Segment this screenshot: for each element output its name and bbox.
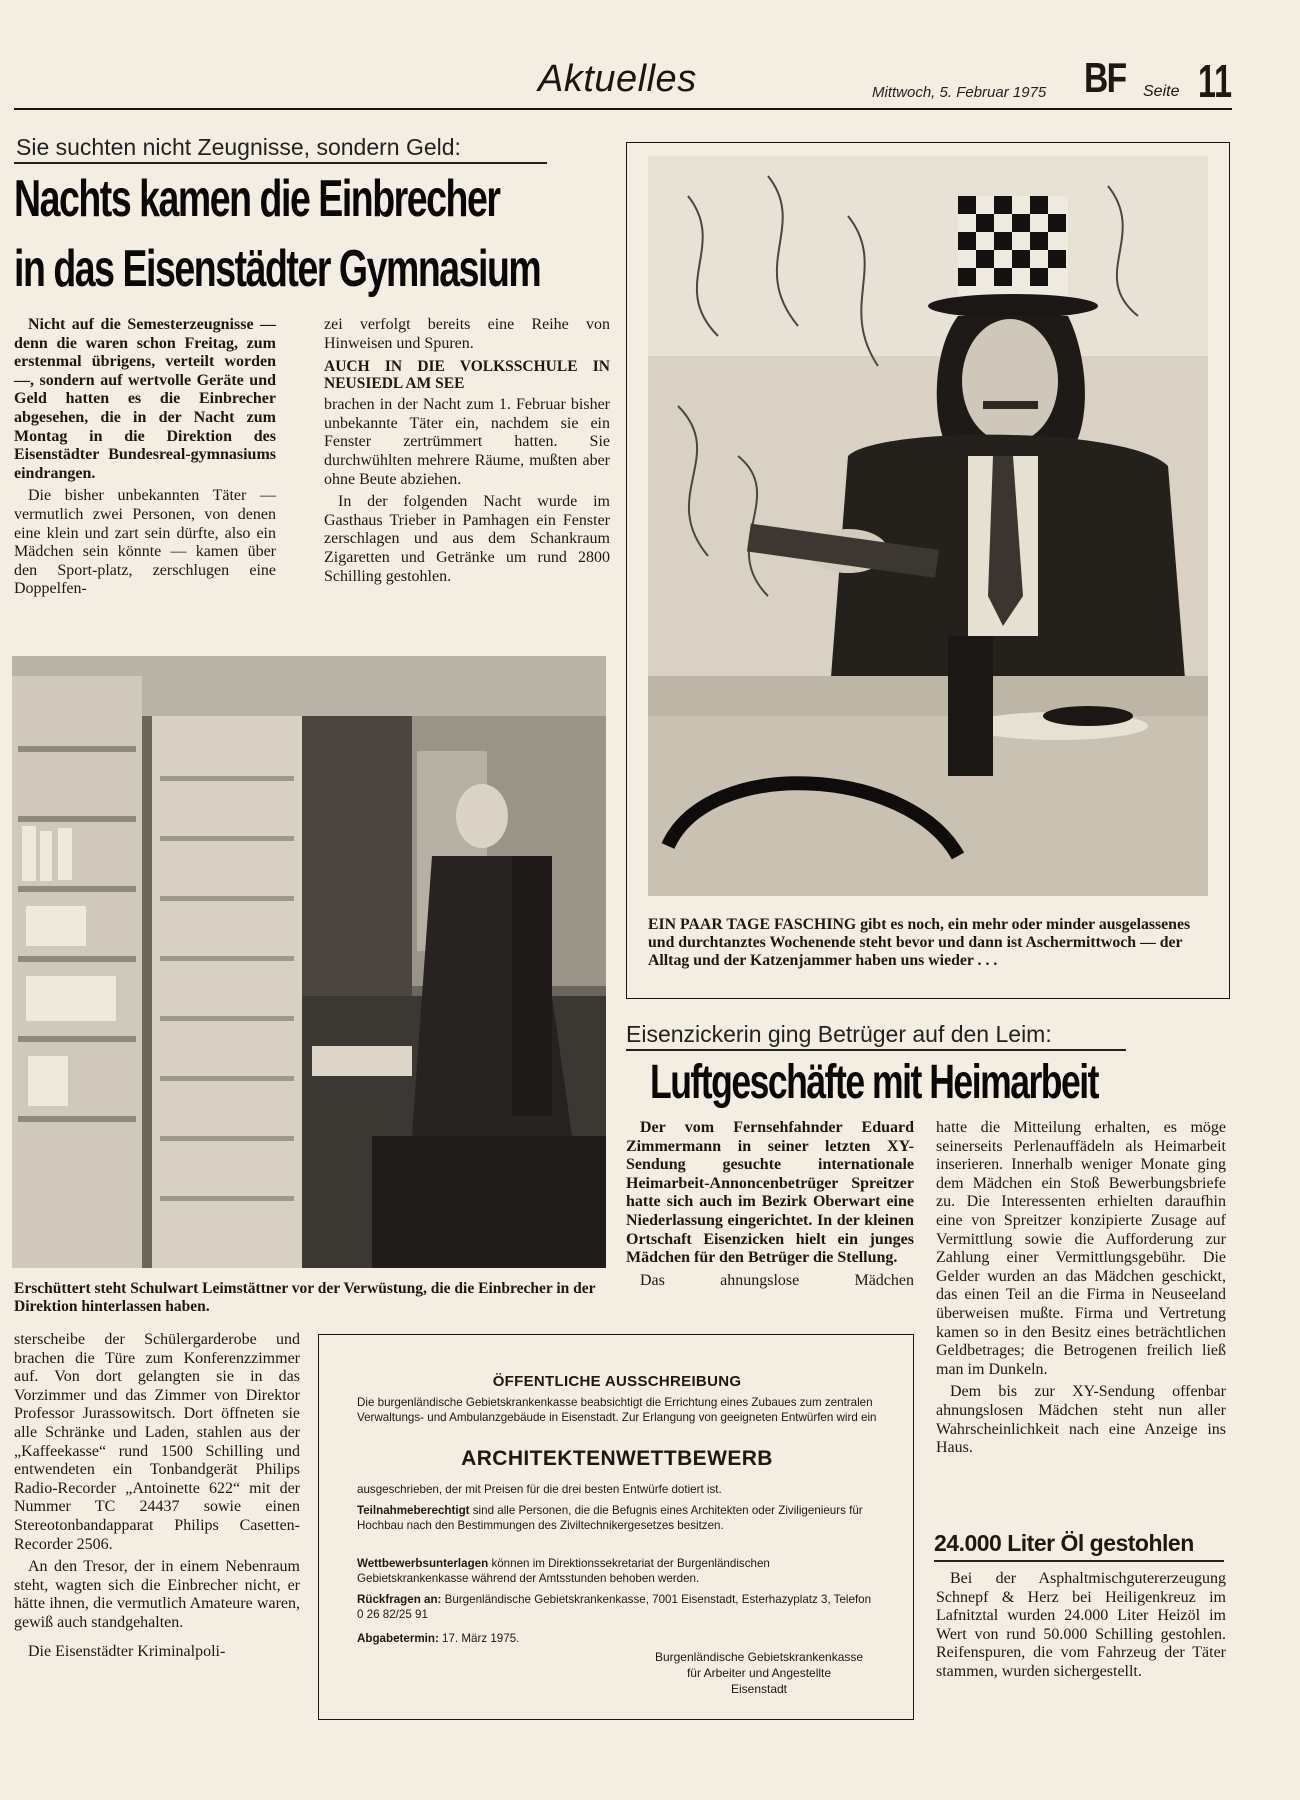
article2-paragraph: Dem bis zur XY-Sendung offenbar ahnungslosen Mädchen steht nun aller Wahrscheinlichkeit nach eine Anzeige ins Haus. (936, 1383, 1226, 1457)
ad-title: ÖFFENTLICHE AUSSCHREIBUNG (492, 1373, 742, 1390)
issue-date: Mittwoch, 5. Februar 1975 (872, 84, 1047, 101)
section-title: Aktuelles (538, 58, 697, 100)
ad-deadline (357, 1631, 657, 1646)
ad-eligibility-label: Teilnahmeberechtigt (357, 1504, 470, 1517)
article1-paragraph: zei verfolgt bereits eine Reihe von Hinweisen und Spuren. (324, 316, 610, 352)
article1-subhead: AUCH IN DIE VOLKSSCHULE IN NEUSIEDL AM SEE (324, 358, 610, 393)
ad-eligibility (357, 1503, 879, 1533)
page-number: 11 (1198, 55, 1233, 107)
ad-intro: Die burgenländische Gebietskrankenkasse beabsichtigt die Errichtung eines Zubaues zum zentralen Verwaltungs- und Ambulanzgebäude in Eisenstadt. Zur Erlangung von geeigneten Entwürfen wird ein (357, 1396, 877, 1424)
fasching-photo (648, 156, 1208, 896)
header-rule (14, 108, 1232, 110)
article1-paragraph: Die Eisenstädter Kriminalpoli- (28, 1642, 226, 1660)
burglary-photo (12, 656, 606, 1268)
article1-kicker-rule (14, 162, 547, 164)
ad-inquiries-text: Burgenländische Gebietskrankenkasse, 7001 Eisenstadt, Esterhazyplatz 3, Telefon 0 26 82/25 91 (357, 1593, 872, 1621)
article2-lead: Der vom Fernsehfahnder Eduard Zimmermann in seiner letzten XY-Sendung gesuchte internationale Heimarbeit-Annoncenbetrüger Spreitzer hatte sich auch im Bezirk Oberwart eine Niederlassung eingerichtet. In der kleinen Ortschaft Eisenzicken hielt ein junges Mädchen für den Betrüger die Stellung. (626, 1119, 914, 1267)
ad-signature (609, 1649, 909, 1697)
article1-column1 (14, 316, 276, 599)
article1-paragraph: Die bisher unbekannten Täter — vermutlich zwei Personen, von denen eine klein und zart sein dürfte, also ein Mädchen sein könnte — kamen über den Sport-platz, zerschlugen eine Doppelfen- (14, 487, 276, 598)
ad-eligibility-text: sind alle Personen, die die Befugnis eines Architekten oder Ziviligenieurs für Hochbau nach den Bestimmungen des Ziviltechnikergesetzes besitzen. (357, 1504, 863, 1532)
ad-deadline-text: 17. März 1975. (438, 1632, 520, 1645)
fasching-photo-caption (648, 916, 1208, 970)
article1-continuation (14, 1331, 300, 1661)
ad-documents-text: können im Direktionssekretariat der Burgenländischen Gebietskrankenkasse während der Amtsstunden behoben werden. (357, 1557, 770, 1585)
article2-column2 (936, 1119, 1226, 1458)
article1-headline-line2: in das Eisenstädter Gymnasium (14, 240, 541, 298)
ad-documents-label: Wettbewerbsunterlagen (357, 1557, 489, 1570)
ad-signature-line: für Arbeiter und Angestellte (686, 1666, 832, 1680)
article1-column2 (324, 316, 610, 586)
article1-kicker: Sie suchten nicht Zeugnisse, sondern Geld: (16, 134, 461, 160)
burglary-photo-illustration (12, 656, 606, 1268)
article3-paragraph: Bei der Asphaltmischgutererzeugung Schnepf & Herz bei Heiligenkreuz im Lafnitztal wurden 24.000 Liter Heizöl im Wert von rund 50.000 Schilling gestohlen. Reifenspuren, die vom Fahrzeug der Täter stammen, wurden sichergestellt. (936, 1570, 1226, 1680)
article1-paragraph: sterscheibe der Schülergarderobe und brachen die Türe zum Konferenzzimmer auf. Von dort gelangten sie in das Vorzimmer und das Zimmer von Direktor Professor Jurassowitsch. Dort öffneten sie alle Schränke und Laden, stahlen aus der „Kaffeekasse“ rund 1500 Schilling und entwendeten ein Tonbandgerät Philips Radio-Recorder „Antoinette 622“ mit der Nummer TC 24437 sowie einen Stereotonbandapparat Philips Casetten-Recorder 2506. (14, 1331, 300, 1553)
page-label: Seite (1143, 83, 1180, 100)
article1-headline-line1: Nachts kamen die Einbrecher (14, 170, 500, 228)
ad-inquiries (357, 1592, 879, 1622)
fasching-photo-illustration (648, 156, 1208, 896)
ad-contest: ARCHITEKTENWETTBEWERB (461, 1447, 773, 1470)
article1-paragraph: In der folgenden Nacht wurde im Gasthaus Trieber in Pamhagen ein Fenster zerschlagen und aus dem Schankraum Zigaretten und Getränke um rund 2800 Schilling gestohlen. (324, 493, 610, 585)
article3-headline-rule (934, 1560, 1224, 1562)
article1-lead: Nicht auf die Semesterzeugnisse — denn die waren schon Freitag, zum erstenmal übrigens, verteilt worden —, sondern auf wertvolle Geräte und Geld hatten es die Einbrecher abgesehen, die in der Nacht zum Montag in die Direktion des Eisenstädter Bundesreal-gymnasiums eindrangen. (14, 316, 276, 482)
article2-headline: Luftgeschäfte mit Heimarbeit (650, 1056, 1099, 1109)
article2-paragraph: Das ahnungslose Mädchen (640, 1271, 914, 1289)
fasching-caption-text: gibt es noch, ein mehr oder minder ausgelassenes und durchtanztes Wochenende steht bevor und dann ist Aschermittwoch — der Alltag und der Katzenjammer haben uns wieder . . . (648, 916, 1191, 969)
article2-kicker-rule (626, 1049, 1126, 1051)
burglary-photo-caption: Erschüttert steht Schulwart Leimstättner vor der Verwüstung, die die Einbrecher in der Direktion hinterlassen haben. (14, 1280, 596, 1315)
publication-logo: BF (1084, 54, 1126, 101)
fasching-caption-lead: EIN PAAR TAGE FASCHING (648, 916, 857, 933)
article1-paragraph: An den Tresor, der in einem Nebenraum steht, wagten sich die Einbrecher nicht, er hätte ihnen, die vermutlich Amateure waren, gewiß auch standgehalten. (14, 1558, 300, 1631)
article1-paragraph: brachen in der Nacht zum 1. Februar bisher unbekannte Täter ein, nachdem sie ein Fenster zertrümmert hatten. Sie durchwühlten mehrere Räume, mußten aber ohne Beute abziehen. (324, 396, 610, 488)
article2-paragraph: hatte die Mitteilung erhalten, es möge seinerseits Perlenauffädeln als Heimarbeit inserieren. Innerhalb weniger Monate ging dem Mädchen ein Stoß Bewerbungsbriefe zu. Die Interessenten erhielten daraufhin eine von Spreitzer konzipierte Zusage auf Vermittlung sowie die Aufforderung zur Zahlung einer Vermittlungsgebühr. Die Gelder wurden an das Mädchen geschickt, das einen Teil an die Firma in Neuseeland überweisen mußte. Firma und Vertretung kamen so in den Besitz eines beträchtlichen Geldbetrages; die Betrogenen freilich ließ man im Dunkeln. (936, 1119, 1226, 1378)
tender-advertisement (318, 1334, 914, 1720)
ad-announcement: ausgeschrieben, der mit Preisen für die drei besten Entwürfe dotiert ist. (357, 1483, 722, 1496)
ad-inquiries-label: Rückfragen an: (357, 1593, 442, 1606)
article2-kicker: Eisenzickerin ging Betrüger auf den Leim: (626, 1021, 1052, 1047)
ad-signature-line: Eisenstadt (730, 1682, 788, 1696)
ad-deadline-label: Abgabetermin: (357, 1632, 439, 1645)
ad-documents (357, 1556, 879, 1586)
article3-headline: 24.000 Liter Öl gestohlen (934, 1530, 1194, 1556)
article3-body (936, 1570, 1226, 1682)
ad-signature-line: Burgenländische Gebietskrankenkasse (654, 1650, 864, 1664)
article2-column1 (626, 1119, 914, 1290)
